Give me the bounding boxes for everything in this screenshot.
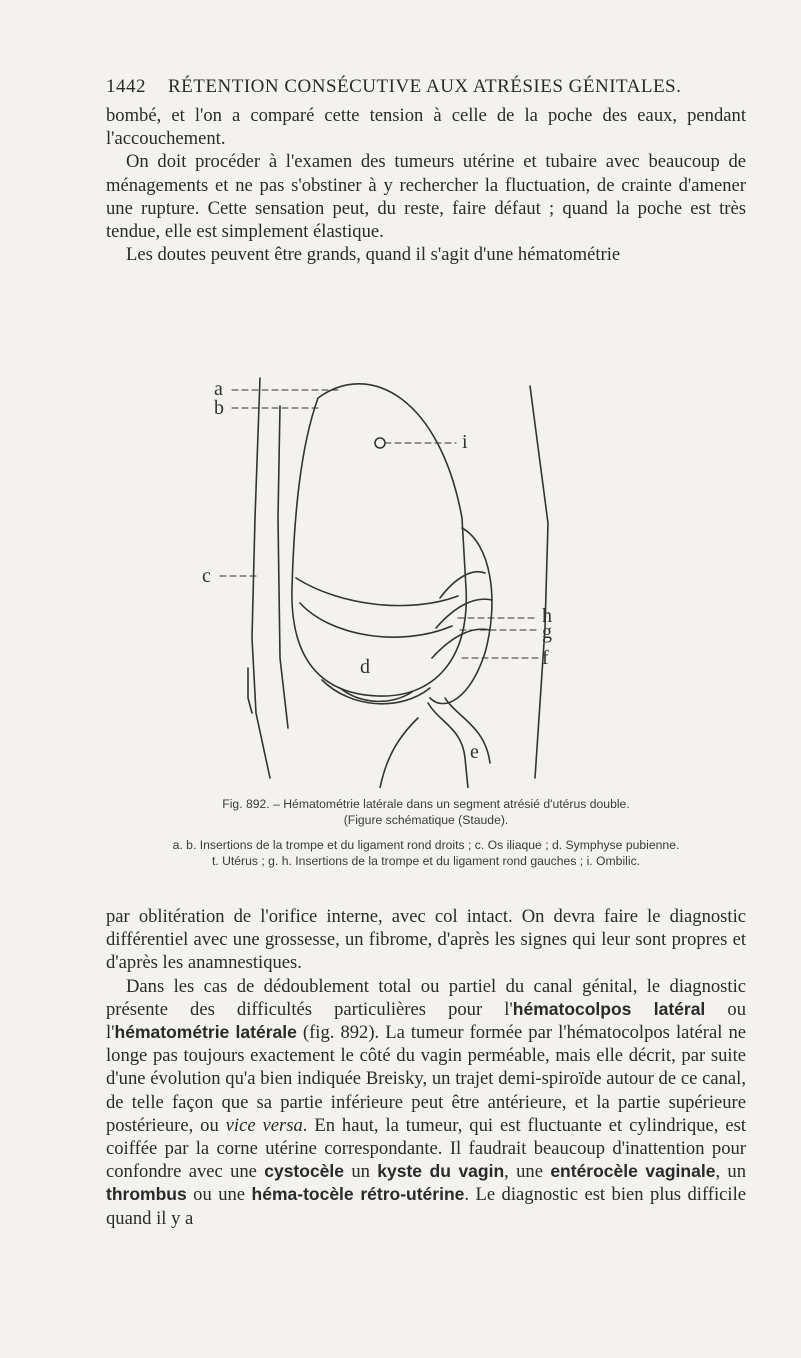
paragraph-4: par oblitération de l'orifice interne, avec col intact. On devra faire le diagnostic différentiel avec une grossesse, un fibrome, d'après les signes qui leur sont propres et d'après les anamnestiques. [106, 906, 746, 974]
label-d: d [360, 656, 370, 678]
text-block-top [106, 104, 746, 266]
p5-text-3: (fig. 892). La tumeur formée par l'hématocolpos latéral ne longe pas toujours exactement le côté du vagin perméable, mais elle décrit, par suite d'une évolution qu'a bien indiquée Breisky, un trajet demi-spiroïde autour de ce canal, de telle façon que sa partie inférieure peut être antérieure, et la partie supérieure postérieure, ou [106, 1022, 746, 1136]
p5-text-6: , une [504, 1161, 551, 1183]
umbilicus-marker [375, 438, 385, 448]
left-inner-line [278, 406, 288, 728]
vagina-outline-right [445, 698, 490, 763]
figure-legend [106, 837, 746, 869]
term-enterocele: entérocèle vaginale [550, 1161, 716, 1182]
page-number: 1442 [106, 76, 146, 97]
label-b: b [214, 397, 224, 419]
term-thrombus: thrombus [106, 1184, 187, 1205]
label-c: c [202, 565, 211, 587]
p5-text-5: un [344, 1161, 378, 1183]
figure-caption [106, 796, 746, 828]
term-cystocele: cystocèle [264, 1161, 345, 1182]
right-boundary-line [530, 386, 548, 778]
label-e: e [470, 741, 479, 763]
label-i: i [462, 431, 468, 453]
p5-text-7: , un [715, 1161, 746, 1183]
figure-892-diagram [200, 368, 620, 788]
iliac-inner-line [248, 668, 252, 713]
p5-text-9: . Le diagnostic est bien plus difficile quand il y a [106, 1184, 746, 1229]
paragraph-3: Les doutes peuvent être grands, quand il s'agit d'une hématométrie [126, 244, 621, 266]
caption-line-1: Fig. 892. – Hématométrie latérale dans un segment atrésié d'utérus double. [222, 797, 630, 811]
caption-line-2: (Figure schématique (Staude). [343, 813, 509, 827]
legend-line-1: a. b. Insertions de la trompe et du ligament rond droits ; c. Os iliaque ; d. Symphyse pubienne. [172, 838, 680, 852]
running-head [106, 76, 746, 98]
term-hematocele: héma-tocèle rétro-utérine [251, 1184, 465, 1205]
text-block-bottom [106, 905, 746, 1230]
paragraph-2: On doit procéder à l'examen des tumeurs utérine et tubaire avec beaucoup de ménagements et ne pas s'obstiner à y rechercher la fluctuation, de crainte d'amener une rupture. Cette sensation peut, du reste, faire défaut ; quand la poche est très tendue, elle est simplement élastique. [106, 151, 746, 243]
p5-text-1: Dans les cas de dédoublement total ou partiel du canal génital, le diagnostic présente des difficultés particulières pour l' [106, 975, 746, 1020]
legend-line-2: t. Utérus ; g. h. Insertions de la trompe et du ligament rond gauches ; i. Ombilic. [211, 854, 641, 868]
uterine-inner-contour [300, 603, 452, 637]
vagina-lower [380, 718, 418, 788]
paragraph-5 [106, 975, 746, 1230]
label-f: f [542, 647, 549, 669]
uterine-inner-contour-2 [296, 578, 458, 606]
label-a: a [214, 378, 223, 400]
label-g: g [542, 621, 552, 643]
symphysis-outline [322, 680, 430, 704]
paragraph-1: bombé, et l'on a comparé cette tension à celle de la poche des eaux, pendant l'accouchement. [106, 105, 746, 150]
term-hematometrie: hématométrie latérale [114, 1022, 297, 1043]
second-uterus-inner-3 [432, 629, 490, 658]
p5-text-2: ou l' [106, 998, 746, 1044]
running-title: RÉTENTION CONSÉCUTIVE AUX ATRÉSIES GÉNITALES. [168, 76, 682, 97]
second-uterus-outline [430, 528, 492, 704]
second-uterus-inner-1 [440, 572, 485, 598]
p5-text-8: ou une [186, 1184, 252, 1206]
term-kyste: kyste du vagin [377, 1161, 505, 1182]
p5-text-4: . En haut, la tumeur, qui est fluctuante et cylindrique, est coiffée par la corne utérine correspondante. Il faudrait beaucoup d'inattention pour confondre avec une [106, 1114, 746, 1183]
term-vice-versa: vice versa [225, 1114, 303, 1136]
iliac-bone-outline [252, 378, 270, 778]
term-hematocolpos: hématocolpos latéral [512, 998, 706, 1019]
label-h: h [542, 605, 552, 627]
